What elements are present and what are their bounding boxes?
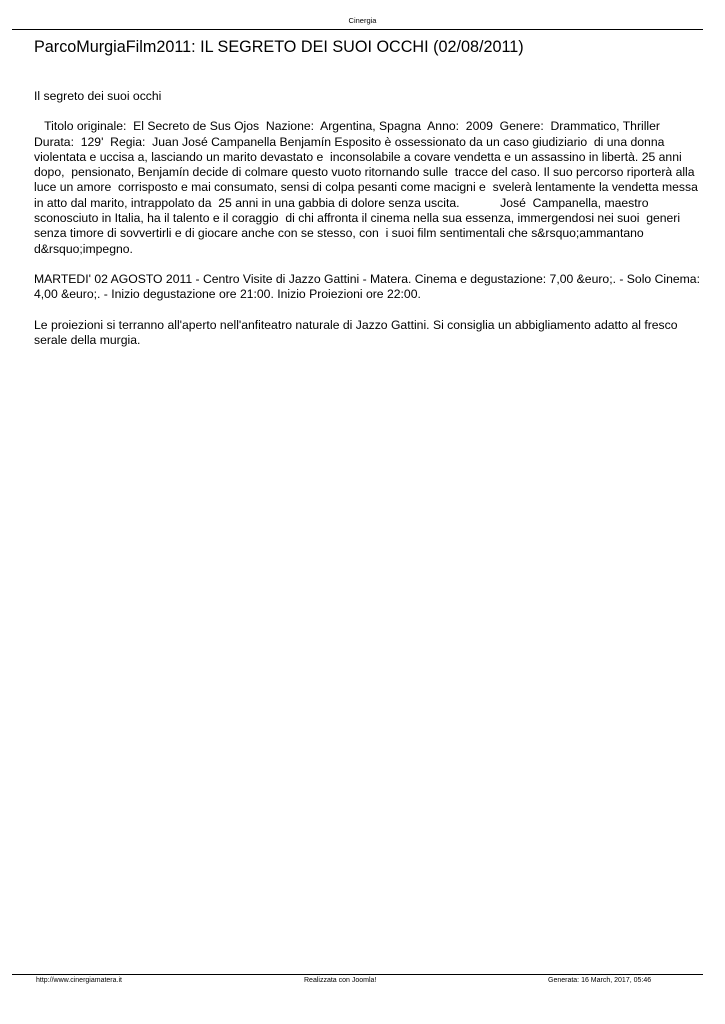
article-intro: Il segreto dei suoi occhi — [34, 89, 162, 103]
page-footer — [0, 977, 725, 987]
header-divider — [12, 29, 703, 30]
site-name: Cinergia — [348, 16, 377, 25]
footer-generated-date: Generata: 16 March, 2017, 05:46 — [548, 977, 652, 984]
event-info: MARTEDI' 02 AGOSTO 2011 - Centro Visite di Jazzo Gattini - Matera. Cinema e degustazione: 7,00 &euro;. - Solo Cinema: 4,00 &euro;. - Inizio degustazione ore 21:00. Inizio Proiezioni ore 22:00. — [34, 271, 700, 302]
footer-divider — [12, 974, 703, 975]
event-note: Le proiezioni si terranno all'aperto nell'anfiteatro naturale di Jazzo Gattini. Si consiglia un abbigliamento adatto al fresco serale della murgia. — [34, 317, 678, 347]
footer-url[interactable]: http://www.cinergiamatera.it — [36, 977, 122, 984]
article-body — [34, 89, 700, 348]
page-title: ParcoMurgiaFilm2011: IL SEGRETO DEI SUOI OCCHI (02/08/2011) — [34, 38, 524, 56]
film-details: Titolo originale: El Secreto de Sus Ojos Nazione: Argentina, Spagna Anno: 2009 Genere: Drammatico, Thriller Durata: 129' Regia: Juan José Campanella Benjamín Esposito è ossessionato da un caso giudiziario di una donna violentata e uccisa a, lasciando un marito devastato e inconsolabile a covare vendetta e un assassino in libertà. 25 anni dopo, pensionato, Benjamín decide di colmare questo vuoto ritornando sulle tracce del caso. Il suo percorso riporterà alla luce un amore corrisposto e mai consumato, sensi di colpa pesanti come macigni e svelerà lentamente la vendetta messa in atto dal marito, intrappolato da 25 anni in una gabbia di dolore senza uscita. José Campanella, maestro sconosciuto in Italia, ha il talento e il coraggio di chi affronta il cinema nella sua essenza, immergendosi nei suoi generi senza timore di sovvertirli e di giocare anche con se stesso, con i suoi film sentimentali che s&rsquo;ammantano d&rsquo;impegno. — [34, 119, 702, 256]
footer-made-with: Realizzata con Joomla! — [304, 977, 377, 984]
